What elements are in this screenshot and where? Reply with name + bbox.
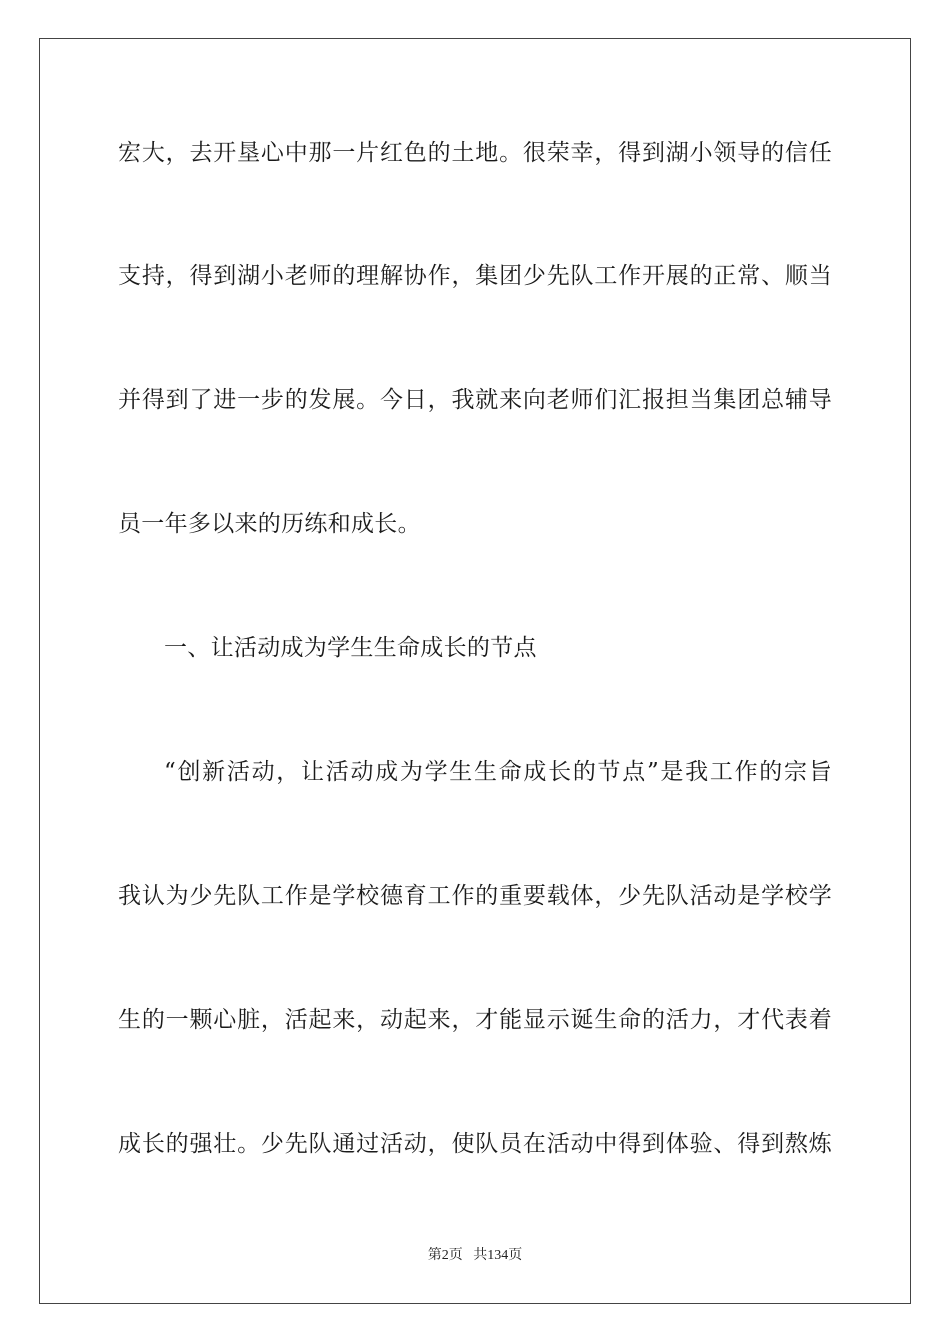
page-number: 第2页 (427, 1248, 463, 1263)
page-footer (0, 1247, 950, 1265)
body-text-line: 我认为少先队工作是学校德育工作的重要载体，少先队活动是学校学 (118, 883, 832, 909)
body-text-line: 员一年多以来的历练和成长。 (118, 511, 421, 537)
body-text-line: 宏大，去开垦心中那一片红色的土地。很荣幸，得到湖小领导的信任 (118, 140, 832, 166)
body-text-line: 生的一颗心脏，活起来，动起来，才能显示诞生命的活力，才代表着 (118, 1007, 832, 1033)
body-text-line: “创新活动，让活动成为学生生命成长的节点”是我工作的宗旨 (164, 759, 832, 785)
body-text-line: 支持，得到湖小老师的理解协作，集团少先队工作开展的正常、顺当 (118, 263, 832, 289)
page-total: 共134页 (473, 1248, 523, 1263)
body-text-line: 成长的强壮。少先队通过活动，使队员在活动中得到体验、得到熬炼 (118, 1131, 832, 1157)
body-text-line: 并得到了进一步的发展。今日，我就来向老师们汇报担当集团总辅导 (118, 387, 832, 413)
section-heading: 一、让活动成为学生生命成长的节点 (164, 635, 537, 661)
page-border (39, 38, 911, 1304)
